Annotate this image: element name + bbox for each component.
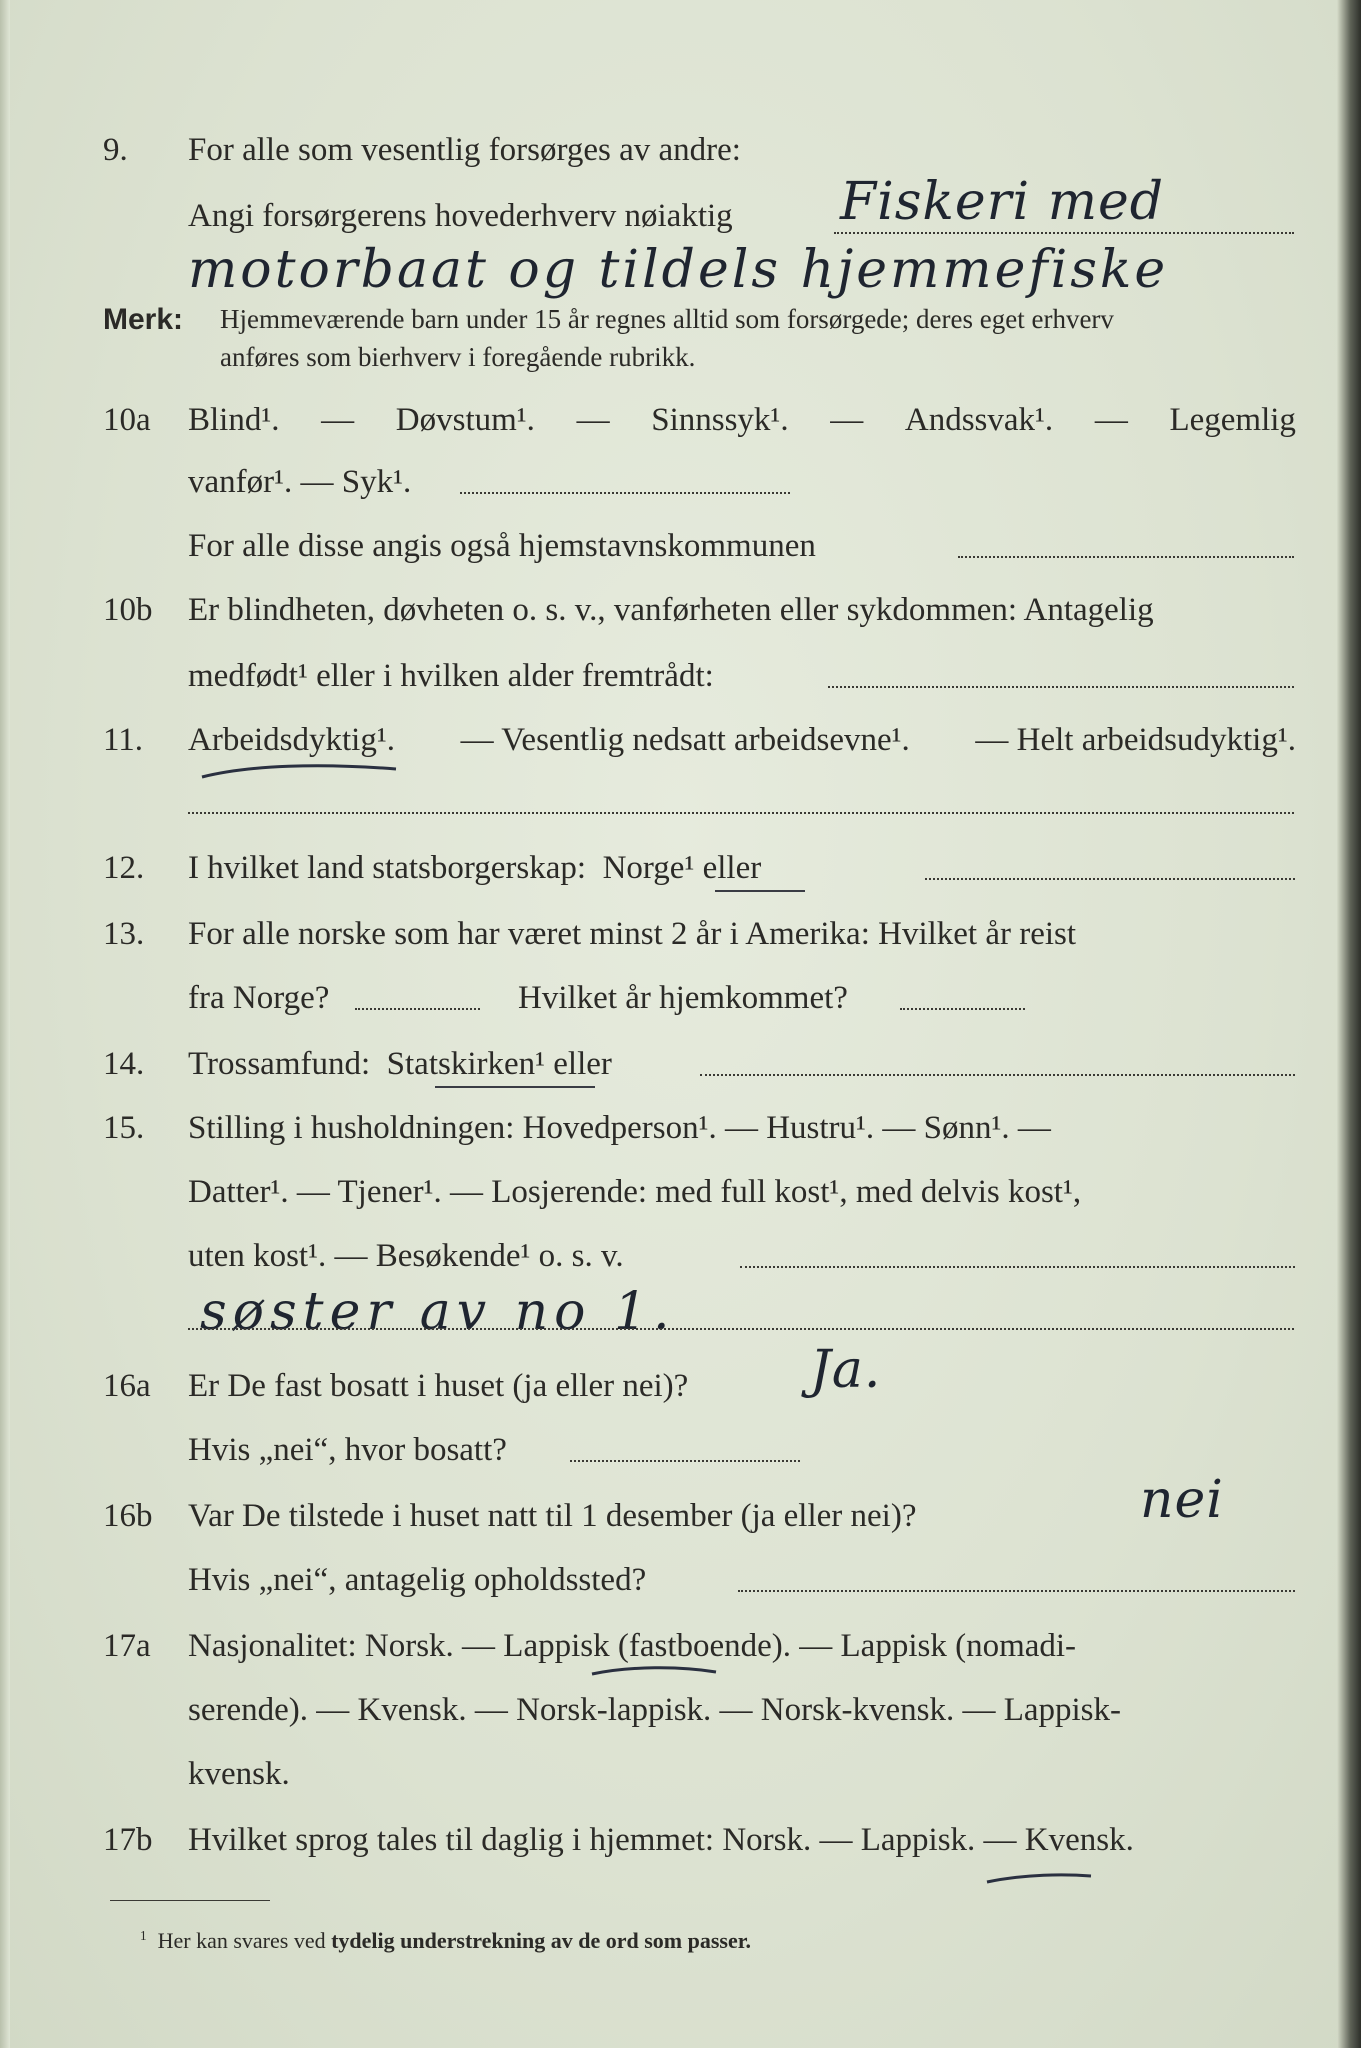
q11-option-nedsatt: — Vesentlig nedsatt arbeidsevne¹. <box>460 722 910 758</box>
merk-label: Merk: <box>103 303 184 336</box>
q17a-lappisk-underline <box>590 1660 720 1684</box>
q10a-line3: For alle disse angis også hjemstavnskommunen <box>188 528 816 564</box>
footnote-separator <box>110 1900 270 1901</box>
q16a-rule <box>570 1460 800 1462</box>
q10a-option-legemlig: Legemlig <box>1169 402 1296 438</box>
page-right-edge <box>1337 0 1361 2048</box>
q9-number: 9. <box>103 132 128 168</box>
q15-answer: søster av no 1. <box>200 1282 676 1342</box>
q14-option-statskirken: Statskirken <box>386 1046 536 1082</box>
q11-option-arbeidsdyktig: Arbeidsdyktig¹. <box>188 722 395 758</box>
q15-line2: Datter¹. — Tjener¹. — Losjerende: med full kost¹, med delvis kost¹, <box>188 1174 1082 1210</box>
page-left-edge <box>0 0 10 2048</box>
q12-option-norge: Norge <box>602 850 685 886</box>
merk-line1: Hjemmeværende barn under 15 år regnes alltid som forsørgede; deres eget erhverv <box>220 304 1114 334</box>
footnote <box>140 1928 751 1954</box>
q13-line2b: Hvilket år hjemkommet? <box>518 980 848 1016</box>
q12-rule <box>925 878 1295 880</box>
q12-number: 12. <box>103 850 145 886</box>
q14-line <box>188 1044 612 1084</box>
q13-reist-rule <box>355 1008 480 1010</box>
q12-prefix: I hvilket land statsborgerskap: <box>188 850 587 886</box>
footnote-bold-text: tydelig understrekning av de ord som passer. <box>331 1928 751 1953</box>
q13-hjemkommet-rule <box>900 1008 1025 1010</box>
q10b-line1: Er blindheten, døvheten o. s. v., vanførheten eller sykdommen: Antagelig <box>188 592 1154 628</box>
q12-norge-underline <box>715 890 805 892</box>
q9-line1: For alle som vesentlig forsørges av andre: <box>188 132 741 168</box>
q17b-number: 17b <box>103 1822 153 1858</box>
q10a-dash: — <box>830 402 864 438</box>
q13-line2a: fra Norge? <box>188 980 330 1016</box>
q16b-line1: Var De tilstede i huset natt til 1 desember (ja eller nei)? <box>188 1498 917 1534</box>
q10b-line2: medfødt¹ eller i hvilken alder fremtrådt: <box>188 658 714 694</box>
q14-number: 14. <box>103 1046 145 1082</box>
q9-answer-line1: Fiskeri med <box>840 172 1165 232</box>
q15-rule <box>740 1266 1295 1268</box>
q16b-line2: Hvis „nei“, antagelig opholdssted? <box>188 1562 647 1598</box>
q11-number: 11. <box>103 722 144 758</box>
q12-suffix: ¹ eller <box>684 850 762 886</box>
q10b-rule <box>828 686 1294 688</box>
q11-line1 <box>188 720 1296 760</box>
q17a-number: 17a <box>103 1628 151 1664</box>
q12-line <box>188 848 761 888</box>
footnote-text: Her kan svares ved <box>157 1928 326 1953</box>
q13-line1: For alle norske som har været minst 2 år i Amerika: Hvilket år reist <box>188 916 1077 952</box>
q16a-answer: Ja. <box>810 1340 882 1400</box>
q10a-dash: — <box>576 402 610 438</box>
q11-option-udyktig: — Helt arbeidsudyktig¹. <box>975 722 1296 758</box>
q10b-number: 10b <box>103 592 153 628</box>
q11-underline-mark <box>200 755 400 785</box>
q15-answer-rule <box>188 1328 1294 1330</box>
footnote-mark: 1 <box>140 1928 147 1943</box>
q15-line3: uten kost¹. — Besøkende¹ o. s. v. <box>188 1238 624 1274</box>
q10a-syk-rule <box>460 492 790 494</box>
q15-number: 15. <box>103 1110 145 1146</box>
q13-number: 13. <box>103 916 145 952</box>
q14-statskirken-underline <box>435 1086 595 1088</box>
q10a-option-dovstum: Døvstum¹. <box>395 402 535 438</box>
q11-rule <box>188 812 1294 814</box>
q9-answer-line1-rule <box>834 232 1294 234</box>
q16b-rule <box>738 1590 1295 1592</box>
q17a-line3: kvensk. <box>188 1756 290 1792</box>
q14-rule <box>700 1074 1295 1076</box>
q10a-dash: — <box>1094 402 1128 438</box>
q17a-line2: serende). — Kvensk. — Norsk-lappisk. — Norsk-kvensk. — Lappisk- <box>188 1692 1122 1728</box>
q14-prefix: Trossamfund: <box>188 1046 371 1082</box>
q9-line2: Angi forsørgerens hovederhverv nøiaktig <box>188 198 733 234</box>
q15-line1: Stilling i husholdningen: Hovedperson¹. — Hustru¹. — Sønn¹. — <box>188 1110 1051 1146</box>
q10a-option-sinnssyk: Sinnssyk¹. <box>651 402 789 438</box>
q10a-line2: vanfør¹. — Syk¹. <box>188 464 412 500</box>
q10a-option-blind: Blind¹. <box>188 402 280 438</box>
q14-suffix: ¹ eller <box>535 1046 612 1082</box>
q16a-line1: Er De fast bosatt i huset (ja eller nei)? <box>188 1368 689 1404</box>
q10a-number: 10a <box>103 402 151 438</box>
q17b-line1: Hvilket sprog tales til daglig i hjemmet: Norsk. — Lappisk. — Kvensk. <box>188 1822 1134 1858</box>
q10a-option-andssvak: Andssvak¹. <box>904 402 1054 438</box>
q16b-number: 16b <box>103 1498 153 1534</box>
q17a-line1: Nasjonalitet: Norsk. — Lappisk (fastboende). — Lappisk (nomadi- <box>188 1628 1077 1664</box>
q16a-number: 16a <box>103 1368 151 1404</box>
q10a-dash: — <box>321 402 355 438</box>
q10a-hjemstavn-rule <box>958 556 1294 558</box>
q9-answer-line2: motorbaat og tildels hjemmefiske <box>188 240 1169 300</box>
q17b-lappisk-underline <box>985 1870 1095 1890</box>
q16b-answer: nei <box>1140 1470 1224 1530</box>
q10a-line1 <box>188 400 1296 440</box>
q16a-line2: Hvis „nei“, hvor bosatt? <box>188 1432 507 1468</box>
merk-line2: anføres som bierhverv i foregående rubrikk. <box>220 342 696 372</box>
